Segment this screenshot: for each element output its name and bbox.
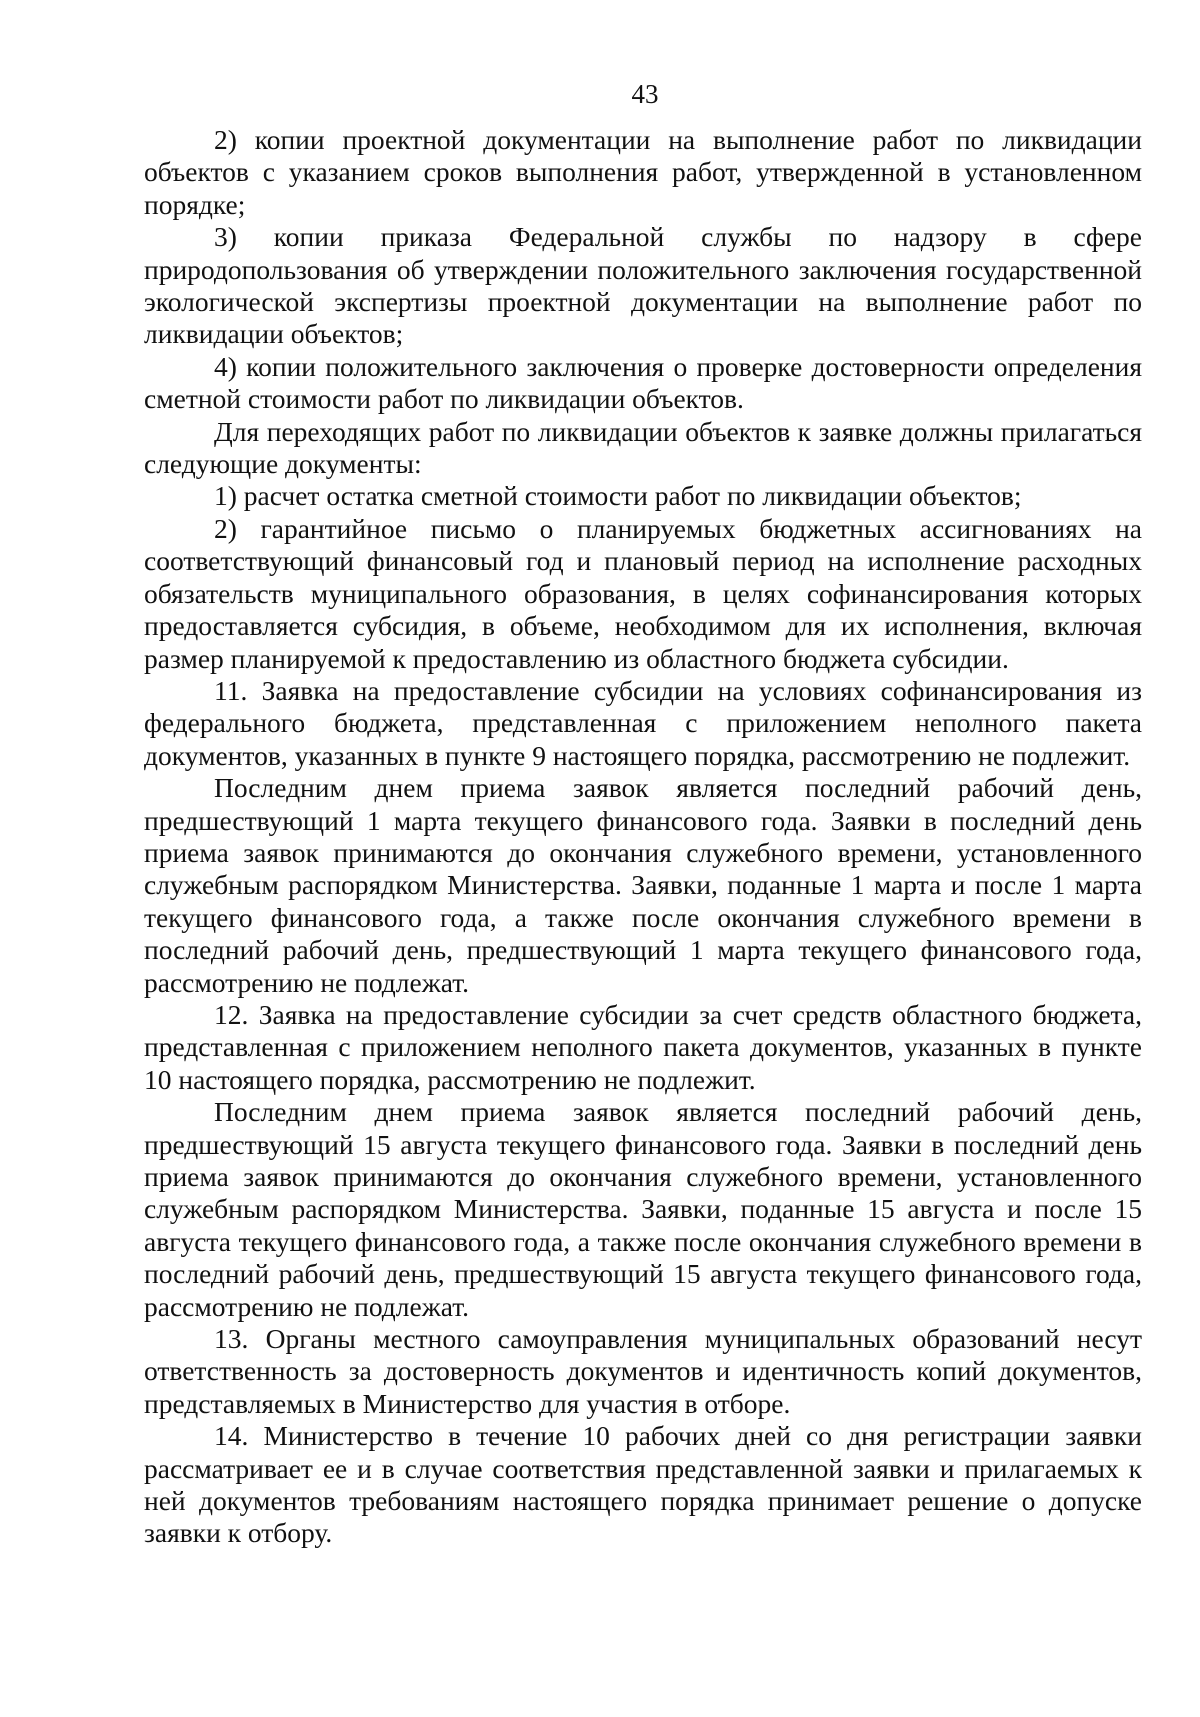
paragraph-deadline-august: Последним днем приема заявок является последний рабочий день, предшествующий 15 августа текущего финансового года. Заявки в последний день приема заявок принимаются до окончания служебного времени, установленного служебным распорядком Министерства. Заявки, поданные 15 августа и после 15 августа текущего финансового года, а также после окончания служебного времени в последний рабочий день, предшествующий 15 августа текущего финансового года, рассмотрению не подлежат. [144, 1096, 1142, 1322]
paragraph-item-2-guarantee-letter: 2) гарантийное письмо о планируемых бюджетных ассигнованиях на соответствующий финансовый год и плановый период на исполнение расходных обязательств муниципального образования, в целях софинансирования которых предоставляется субсидия, в объеме, необходимом для их исполнения, включая размер планируемой к предоставлению из областного бюджета субсидии. [144, 512, 1142, 674]
paragraph-item-3-ecological-expertise: 3) копии приказа Федеральной службы по надзору в сфере природопользования об утверждении положительного заключения государственной экологической экспертизы проектной документации на выполнение работ по ликвидации объектов; [144, 221, 1142, 350]
paragraph-item-4-cost-verification: 4) копии положительного заключения о проверке достоверности определения сметной стоимости работ по ликвидации объектов. [144, 350, 1142, 415]
paragraph-item-1-cost-balance: 1) расчет остатка сметной стоимости работ по ликвидации объектов; [214, 480, 1022, 512]
paragraph-deadline-march: Последним днем приема заявок является последний рабочий день, предшествующий 1 марта текущего финансового года. Заявки в последний день приема заявок принимаются до окончания служебного времени, установленного служебным распорядком Министерства. Заявки, поданные 1 марта и после 1 марта текущего финансового года, а также после окончания служебного времени в последний рабочий день, предшествующий 1 марта текущего финансового года, рассмотрению не подлежат. [144, 772, 1142, 998]
paragraph-section-14: 14. Министерство в течение 10 рабочих дней со дня регистрации заявки рассматривает ее и в случае соответствия представленной заявки и прилагаемых к ней документов требованиям настоящего порядка принимает решение о допуске заявки к отбору. [144, 1420, 1142, 1549]
document-body [144, 124, 1142, 1550]
page-number: 43 [631, 79, 659, 109]
paragraph-section-13: 13. Органы местного самоуправления муниципальных образований несут ответственность за достоверность документов и идентичность копий документов, представляемых в Министерство для участия в отборе. [144, 1323, 1142, 1419]
paragraph-ongoing-works-intro: Для переходящих работ по ликвидации объектов к заявке должны прилагаться следующие документы: [144, 415, 1142, 480]
paragraph-item-2-project-docs: 2) копии проектной документации на выполнение работ по ликвидации объектов с указанием сроков выполнения работ, утвержденной в установленном порядке; [144, 124, 1142, 220]
paragraph-section-12: 12. Заявка на предоставление субсидии за счет средств областного бюджета, представленная с приложением неполного пакета документов, указанных в пункте 10 настоящего порядка, рассмотрению не подлежит. [144, 998, 1142, 1095]
paragraph-section-11: 11. Заявка на предоставление субсидии на условиях софинансирования из федерального бюджета, представленная с приложением неполного пакета документов, указанных в пункте 9 настоящего порядка, рассмотрению не подлежит. [144, 674, 1142, 771]
